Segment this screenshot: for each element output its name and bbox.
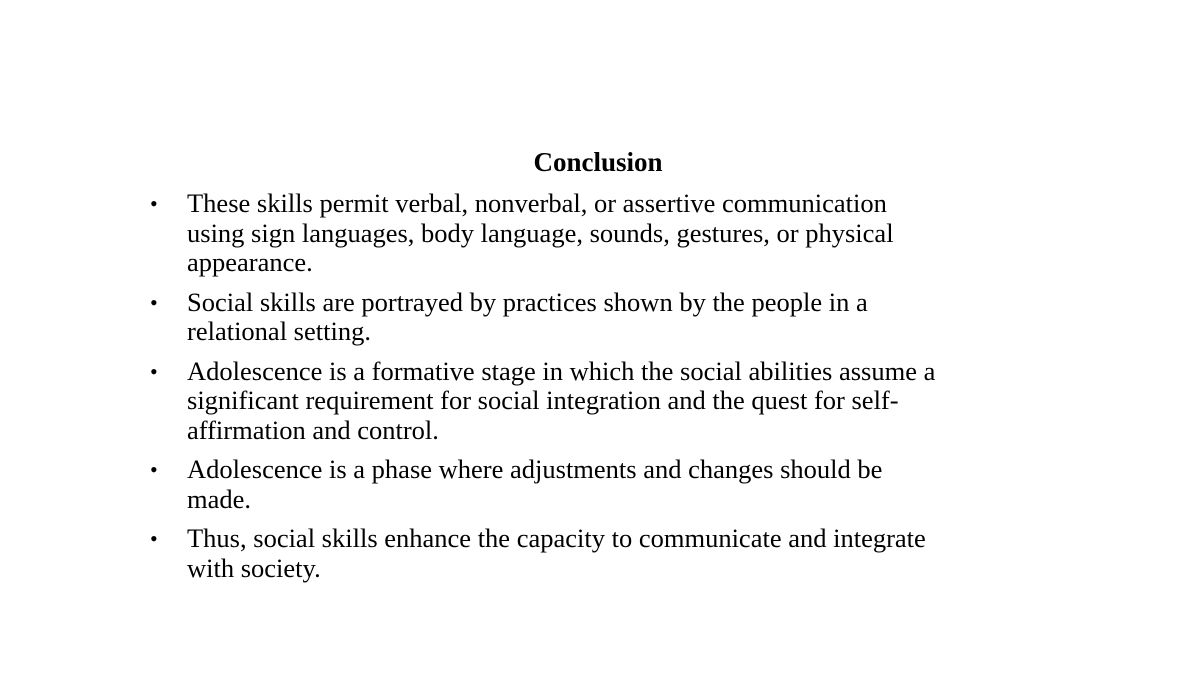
bullet-item (150, 455, 1050, 514)
bullet-item (150, 189, 1050, 278)
bullet-icon: • (150, 358, 158, 384)
bullet-line: These skills permit verbal, nonverbal, or assertive communication (187, 188, 887, 218)
bullet-list (150, 189, 1050, 593)
bullet-line: Adolescence is a formative stage in which the social abilities assume a (187, 355, 936, 386)
bullet-line: affirmation and control. (187, 414, 439, 445)
bullet-line: using sign languages, body language, sounds, gestures, or physical (187, 217, 894, 248)
bullet-text (187, 524, 1050, 583)
bullet-text (187, 357, 1050, 446)
bullet-icon: • (150, 191, 158, 216)
bullet-line: Thus, social skills enhance the capacity to communicate and integrate (187, 523, 926, 553)
bullet-icon: • (150, 526, 158, 551)
slide-title-text: Conclusion (533, 147, 663, 177)
bullet-icon: • (150, 457, 158, 482)
bullet-line: Social skills are portrayed by practices shown by the people in a (187, 286, 868, 317)
bullet-icon: • (150, 289, 158, 315)
bullet-line: made. (187, 483, 252, 514)
bullet-item (150, 524, 1050, 583)
bullet-text (187, 288, 1050, 347)
bullet-line: with society. (187, 552, 321, 583)
bullet-line: relational setting. (187, 316, 371, 346)
bullet-line: appearance. (187, 247, 313, 277)
bullet-text (187, 455, 1050, 514)
bullet-line: Adolescence is a phase where adjustments and changes should be (187, 454, 883, 484)
bullet-line: significant requirement for social integration and the quest for self- (187, 385, 899, 415)
bullet-item (150, 357, 1050, 446)
bullet-item (150, 288, 1050, 347)
slide-title (0, 145, 1200, 179)
bullet-text (187, 189, 1050, 278)
